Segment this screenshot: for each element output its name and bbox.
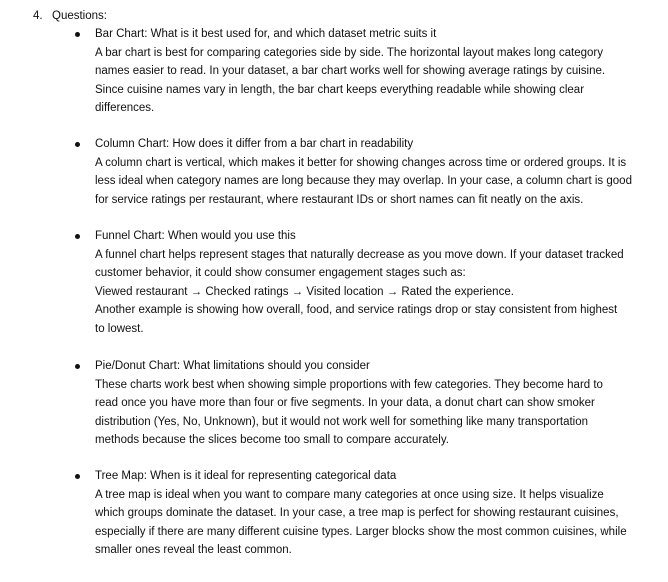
answer-line: customer behavior, it could show consumer engagement stages such as: <box>95 267 466 279</box>
answer-line: read once you have more than four or five segments. In your data, a donut chart can show smoker <box>95 397 595 409</box>
question-text: Pie/Donut Chart: What limitations should you consider <box>95 360 370 372</box>
question-text: Column Chart: How does it differ from a bar chart in readability <box>95 138 414 150</box>
answer-line: A tree map is ideal when you want to compare many categories at once using size. It helps visualize <box>95 488 604 501</box>
answer-line: names easier to read. In your dataset, a bar chart works well for showing average ratings by cuisine. <box>95 65 606 77</box>
section-title: Questions: <box>52 10 107 22</box>
answer-line: less ideal when category names are long because they may overlap. In your case, a column chart is good <box>95 175 632 187</box>
answer-line: distribution (Yes, No, Unknown), but it would not work well for something like many transportation <box>95 415 589 428</box>
answer-line: differences. <box>95 102 155 114</box>
answer-line: which groups dominate the dataset. In your case, a tree map is perfect for showing restaurant cuisines, <box>95 507 619 519</box>
bullet-icon <box>75 142 80 147</box>
question-text: Tree Map: When is it ideal for representing categorical data <box>95 470 397 482</box>
answer-line: These charts work best when showing simple proportions with few categories. They become hard to <box>95 378 603 391</box>
bullet-icon <box>75 32 80 37</box>
section-heading <box>33 7 107 26</box>
bullet-icon <box>75 474 80 479</box>
answer-line: A column chart is vertical, which makes it better for showing changes across time or ordered groups. It is <box>95 156 627 169</box>
question-text: Funnel Chart: When would you use this <box>95 230 296 242</box>
question-text: Bar Chart: What is it best used for, and which dataset metric suits it <box>95 28 437 40</box>
answer-line: smaller ones reveal the least common. <box>95 544 292 556</box>
answer-line: A bar chart is best for comparing categories side by side. The horizontal layout makes long category <box>95 46 603 59</box>
bullet-icon <box>75 234 80 239</box>
answer-line: A funnel chart helps represent stages that naturally decrease as you move down. If your dataset tracked <box>95 248 624 261</box>
answer-line: Another example is showing how overall, food, and service ratings drop or stay consistent from highest <box>95 304 618 316</box>
answer-line: to lowest. <box>95 322 144 335</box>
answer-line: methods because the slices become too small to compare accurately. <box>95 434 449 446</box>
answer-line: for service ratings per restaurant, where restaurant IDs or short names can fit neatly on the axis. <box>95 193 584 206</box>
section-number: 4. <box>33 10 43 22</box>
bullet-icon <box>75 364 80 369</box>
answer-line: Viewed restaurant → Checked ratings → Visited location → Rated the experience. <box>95 285 514 298</box>
answer-line: especially if there are many different cuisine types. Larger blocks show the most common cuisines, while <box>95 525 627 538</box>
answer-line: Since cuisine names vary in length, the bar chart keeps everything readable while showing clear <box>95 83 585 96</box>
